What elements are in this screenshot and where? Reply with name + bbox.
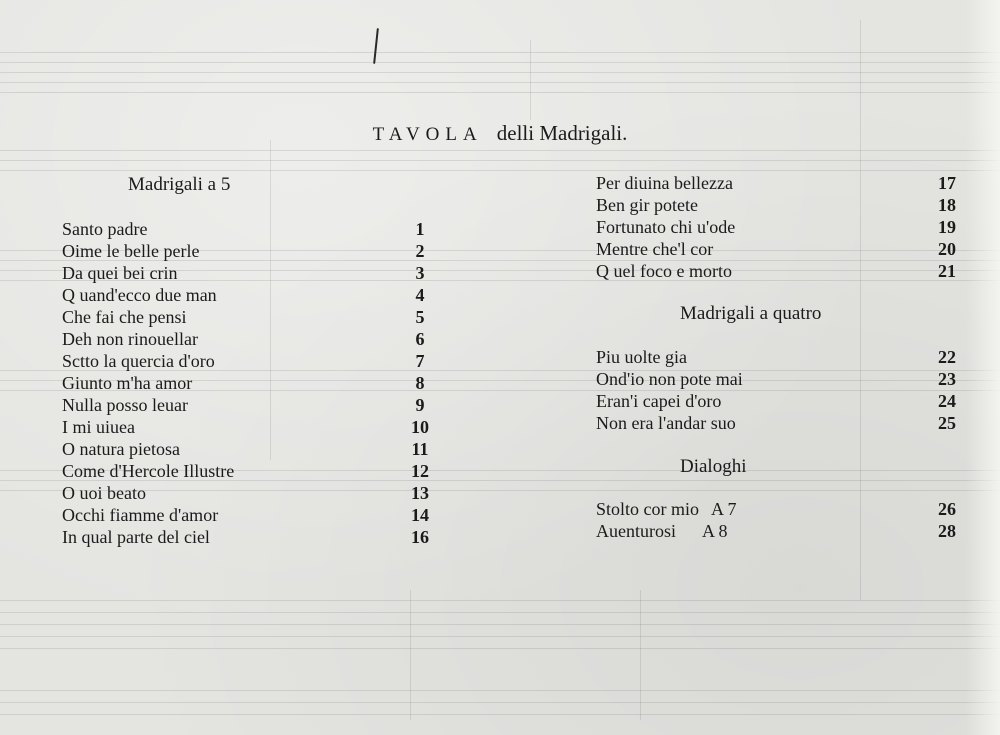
list-item xyxy=(62,460,442,482)
bleed-through-barline xyxy=(530,40,531,120)
entry-number: 16 xyxy=(411,527,429,547)
entry-number: 2 xyxy=(415,241,425,261)
list-item xyxy=(62,350,442,372)
list-item xyxy=(596,390,976,412)
heading-madrigali-a-quatro: Madrigali a quatro xyxy=(680,303,822,324)
bleed-through-line xyxy=(0,170,1000,171)
entry-title: Da quei bei crin xyxy=(62,263,178,283)
list-item xyxy=(62,306,442,328)
list-item xyxy=(596,172,976,194)
entry-number: 24 xyxy=(938,391,956,411)
entry-title: I mi uiuea xyxy=(62,417,135,437)
entry-number: 6 xyxy=(415,329,425,349)
entry-number: 4 xyxy=(415,285,425,305)
list-item xyxy=(596,194,976,216)
list-item xyxy=(62,328,442,350)
entry-title: Mentre che'l cor xyxy=(596,239,714,259)
right-entry-list-dialoghi xyxy=(596,498,976,542)
entry-number: 14 xyxy=(411,505,429,525)
entry-title: Eran'i capei d'oro xyxy=(596,391,722,411)
heading-madrigali-a-5: Madrigali a 5 xyxy=(128,174,231,195)
bleed-through-line xyxy=(0,636,1000,637)
entry-voices: A 8 xyxy=(702,521,728,541)
list-item xyxy=(62,262,442,284)
entry-number: 23 xyxy=(938,369,956,389)
entry-number: 11 xyxy=(411,439,429,459)
entry-number: 12 xyxy=(411,461,429,481)
list-item xyxy=(596,368,976,390)
bleed-through-barline xyxy=(410,590,411,720)
list-item xyxy=(62,482,442,504)
entry-title: Ben gir potete xyxy=(596,195,698,215)
entry-number: 21 xyxy=(938,261,956,281)
entry-number: 28 xyxy=(938,521,956,541)
entry-title: Deh non rinouellar xyxy=(62,329,198,349)
entry-number: 13 xyxy=(411,483,429,503)
list-item xyxy=(62,284,442,306)
list-item xyxy=(596,346,976,368)
list-item xyxy=(62,240,442,262)
entry-title: O uoi beato xyxy=(62,483,146,503)
entry-number: 10 xyxy=(411,417,429,437)
entry-number: 5 xyxy=(415,307,425,327)
entry-title: Come d'Hercole Illustre xyxy=(62,461,235,481)
entry-title: Che fai che pensi xyxy=(62,307,187,327)
list-item xyxy=(596,498,976,520)
bleed-through-line xyxy=(0,714,1000,715)
entry-title: Non era l'andar suo xyxy=(596,413,736,433)
bleed-through-line xyxy=(0,150,1000,151)
list-item xyxy=(62,394,442,416)
entry-number: 20 xyxy=(938,239,956,259)
right-entry-list-a5 xyxy=(596,172,976,282)
entry-number: 25 xyxy=(938,413,956,433)
list-item xyxy=(596,412,976,434)
entry-title-text: Auenturosi xyxy=(596,521,676,541)
list-item xyxy=(62,504,442,526)
entry-title xyxy=(596,498,737,520)
bleed-through-line xyxy=(0,82,1000,83)
list-item xyxy=(596,260,976,282)
title-main: TAVOLA xyxy=(372,124,483,145)
entry-title: Ond'io non pote mai xyxy=(596,369,743,389)
ink-mark xyxy=(373,28,379,64)
list-item xyxy=(62,438,442,460)
bleed-through-line xyxy=(0,600,1000,601)
entry-number: 9 xyxy=(415,395,425,415)
right-entry-list-a4 xyxy=(596,346,976,434)
list-item xyxy=(596,520,976,542)
entry-title: Per diuina bellezza xyxy=(596,173,733,193)
bleed-through-line xyxy=(0,72,1000,73)
title-rest: delli Madrigali. xyxy=(496,121,628,145)
entry-title: Giunto m'ha amor xyxy=(62,373,193,393)
entry-title: In qual parte del ciel xyxy=(62,527,210,547)
list-item xyxy=(596,238,976,260)
entry-title: Nulla posso leuar xyxy=(62,395,188,415)
bleed-through-line xyxy=(0,62,1000,63)
entry-number: 8 xyxy=(415,373,425,393)
bleed-through-line xyxy=(0,702,1000,703)
entry-number: 7 xyxy=(415,351,425,371)
entry-title: Fortunato chi u'ode xyxy=(596,217,736,237)
entry-title: Oime le belle perle xyxy=(62,241,200,261)
entry-title: Santo padre xyxy=(62,219,148,239)
bleed-through-barline xyxy=(640,590,641,720)
entry-title: Piu uolte gia xyxy=(596,347,687,367)
bleed-through-line xyxy=(0,92,1000,93)
entry-number: 19 xyxy=(938,217,956,237)
bleed-through-line xyxy=(0,648,1000,649)
entry-title: Q uel foco e morto xyxy=(596,261,732,281)
bleed-through-line xyxy=(0,52,1000,53)
bleed-through-line xyxy=(0,160,1000,161)
entry-title: Q uand'ecco due man xyxy=(62,285,217,305)
entry-number: 17 xyxy=(938,173,956,193)
list-item xyxy=(62,218,442,240)
entry-number: 18 xyxy=(938,195,956,215)
entry-number: 3 xyxy=(415,263,425,283)
entry-number: 26 xyxy=(938,499,956,519)
entry-title: Occhi fiamme d'amor xyxy=(62,505,219,525)
bleed-through-line xyxy=(0,612,1000,613)
entry-title: Sctto la quercia d'oro xyxy=(62,351,215,371)
entry-number: 1 xyxy=(415,219,425,239)
page-title xyxy=(0,118,1000,150)
heading-dialoghi: Dialoghi xyxy=(680,456,747,477)
entry-number: 22 xyxy=(938,347,956,367)
list-item xyxy=(596,216,976,238)
bleed-through-line xyxy=(0,624,1000,625)
entry-title: O natura pietosa xyxy=(62,439,180,459)
list-item xyxy=(62,416,442,438)
left-entry-list xyxy=(62,218,442,548)
list-item xyxy=(62,372,442,394)
entry-voices: A 7 xyxy=(711,499,737,519)
entry-title xyxy=(596,520,728,542)
bleed-through-line xyxy=(0,690,1000,691)
entry-title-text: Stolto cor mio xyxy=(596,499,699,519)
list-item xyxy=(62,526,442,548)
